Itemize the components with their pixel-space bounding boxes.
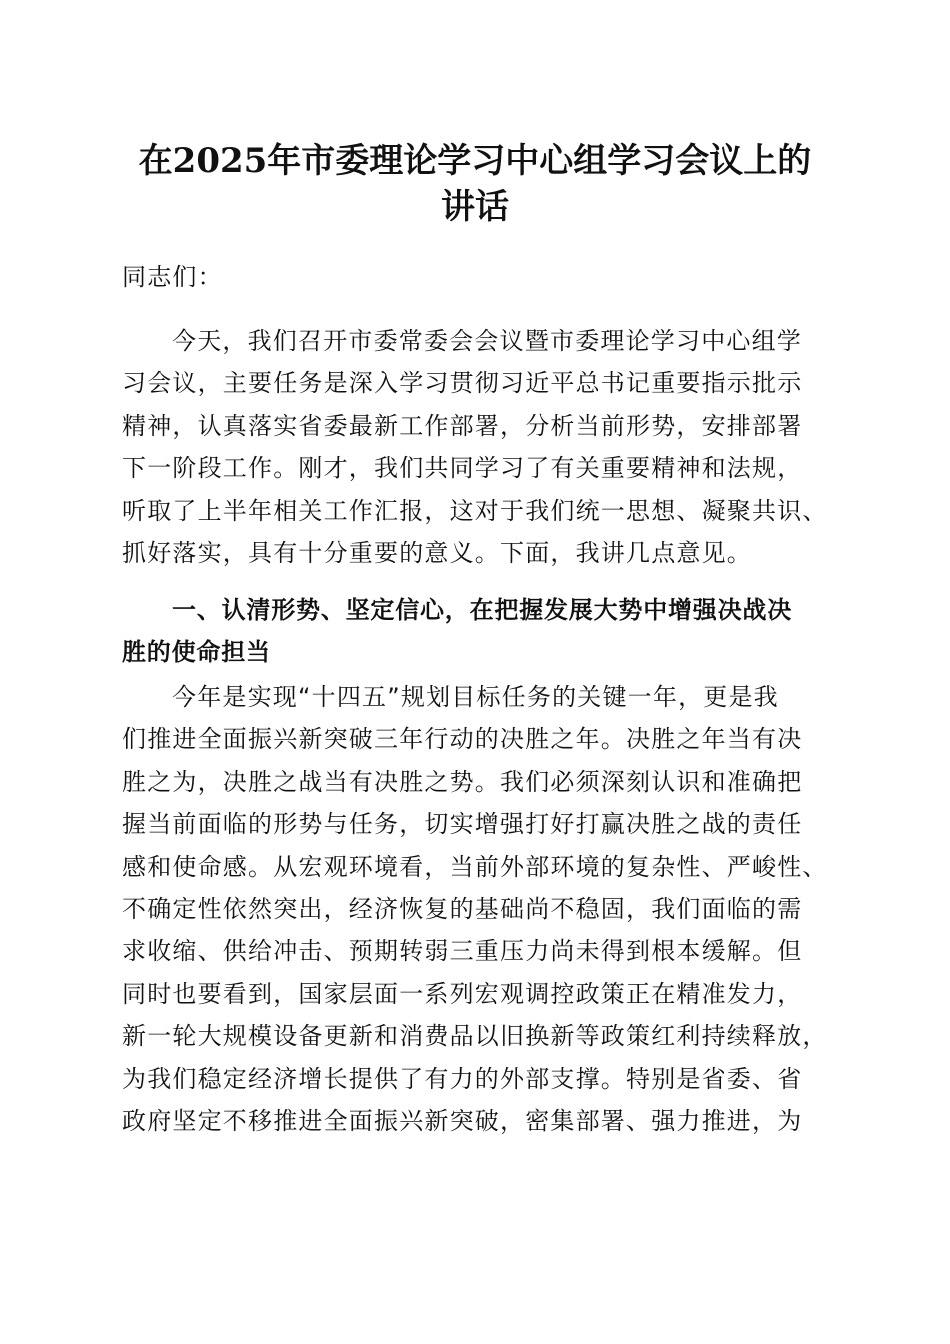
paragraph-opening <box>122 320 842 574</box>
paragraph-line: 抓好落实，具有十分重要的意义。下面，我讲几点意见。 <box>122 539 752 568</box>
paragraph-line: 今天，我们召开市委常委会会议暨市委理论学习中心组学 <box>172 327 802 355</box>
paragraph-line: 感和使命感。从宏观环境看，当前外部环境的复杂性、严峻性、 <box>122 852 828 881</box>
document-title-line-1: 在2025年市委理论学习中心组学习会议上的 <box>138 141 812 181</box>
heading-line: 胜的使命担当 <box>122 638 271 667</box>
paragraph-line: 精神，认真落实省委最新工作部署，分析当前形势，安排部署 <box>122 411 803 440</box>
salutation: 同志们： <box>122 263 223 291</box>
paragraph-line: 们推进全面振兴新突破三年行动的决胜之年。决胜之年当有决 <box>122 725 803 754</box>
paragraph-line: 听取了上半年相关工作汇报，这对于我们统一思想、凝聚共识、 <box>122 496 828 525</box>
paragraph-line: 为我们稳定经济增长提供了有力的外部支撑。特别是省委、省 <box>122 1064 803 1093</box>
paragraph-line: 求收缩、供给冲击、预期转弱三重压力尚未得到根本缓解。但 <box>122 937 803 966</box>
paragraph-line: 政府坚定不移推进全面振兴新突破，密集部署、强力推进，为 <box>122 1107 803 1136</box>
paragraph-line: 今年是实现“十四五”规划目标任务的关键一年，更是我 <box>172 683 779 711</box>
heading-line: 一、认清形势、坚定信心，在把握发展大势中增强决战决 <box>172 596 792 624</box>
paragraph-line: 习会议，主要任务是深入学习贯彻习近平总书记重要指示批示 <box>122 369 803 398</box>
paragraph-line: 胜之为，决胜之战当有决胜之势。我们必须深刻认识和准确把 <box>122 767 803 796</box>
section-heading-1 <box>122 589 842 674</box>
paragraph-line: 不确定性依然突出，经济恢复的基础尚不稳固，我们面临的需 <box>122 895 803 924</box>
paragraph-situation <box>122 676 842 1142</box>
paragraph-line: 下一阶段工作。刚才，我们共同学习了有关重要精神和法规， <box>122 454 803 483</box>
document-title-line-2: 讲话 <box>441 187 509 227</box>
paragraph-line: 握当前面临的形势与任务，切实增强打好打赢决胜之战的责任 <box>122 810 803 839</box>
paragraph-line: 同时也要看到，国家层面一系列宏观调控政策正在精准发力， <box>122 979 803 1008</box>
paragraph-line: 新一轮大规模设备更新和消费品以旧换新等政策红利持续释放， <box>122 1022 828 1051</box>
